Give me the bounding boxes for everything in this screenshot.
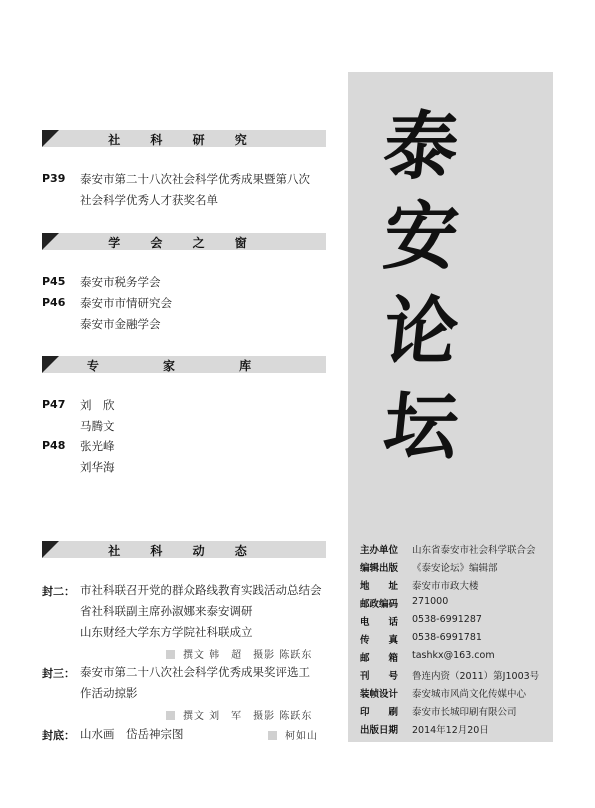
news-entry[interactable]: 山东财经大学东方学院社科联成立 xyxy=(80,625,253,639)
section-header-experts xyxy=(42,356,326,373)
info-key: 印 刷 xyxy=(360,707,399,718)
bullet-square xyxy=(268,731,277,740)
info-key: 电 话 xyxy=(360,617,399,628)
section-title: 社 科 研 究 xyxy=(108,133,260,147)
toc-entry[interactable]: 泰安市税务学会 xyxy=(80,275,161,289)
credit-text: 撰文 韩 超 摄影 陈跃东 xyxy=(183,650,313,661)
bullet-square xyxy=(166,650,175,659)
credit-text: 柯如山 xyxy=(285,731,318,742)
info-key: 编辑出版 xyxy=(360,563,399,574)
info-value: 山东省泰安市社会科学联合会 xyxy=(412,545,536,556)
info-key: 出版日期 xyxy=(360,725,399,736)
toc-entry[interactable]: 泰安市第二十八次社会科学优秀成果暨第八次 xyxy=(80,172,310,186)
toc-entry[interactable]: 刘华海 xyxy=(80,460,115,474)
info-value: 泰安市长城印刷有限公司 xyxy=(412,707,517,718)
masthead-char: 泰 xyxy=(379,104,463,190)
info-key: 装帧设计 xyxy=(360,689,399,700)
info-value: 0538-6991781 xyxy=(412,632,482,643)
page-number: P48 xyxy=(42,439,66,452)
masthead-char: 坛 xyxy=(379,384,463,470)
section-header-news xyxy=(42,541,326,558)
info-value: 《泰安论坛》编辑部 xyxy=(412,563,498,574)
back-cover-label: 封底： xyxy=(42,729,75,742)
credit-text: 撰文 刘 军 摄影 陈跃东 xyxy=(183,711,313,722)
news-entry[interactable]: 作活动掠影 xyxy=(80,686,138,700)
page-number: P46 xyxy=(42,296,66,309)
info-key: 邮政编码 xyxy=(360,599,399,610)
cover2-credit xyxy=(166,646,312,661)
page-number: P47 xyxy=(42,398,66,411)
info-value: 鲁连内资（2011）第J1003号 xyxy=(412,671,540,682)
toc-entry[interactable]: 马腾文 xyxy=(80,419,115,433)
toc-entry[interactable]: 张光峰 xyxy=(80,439,115,453)
masthead-char: 论 xyxy=(379,289,463,375)
back-cover-entry[interactable]: 山水画 岱岳神宗图 xyxy=(80,727,184,741)
back-cover-credit xyxy=(268,727,318,742)
cover2-label: 封二： xyxy=(42,585,75,598)
info-key: 地 址 xyxy=(360,581,399,592)
news-entry[interactable]: 省社科联副主席孙淑娜来泰安调研 xyxy=(80,604,253,618)
cover3-credit xyxy=(166,707,312,722)
toc-entry[interactable]: 泰安市市情研究会 xyxy=(80,296,172,310)
info-value: tashkx@163.com xyxy=(412,650,495,661)
toc-entry[interactable]: 泰安市金融学会 xyxy=(80,317,161,331)
news-entry[interactable]: 市社科联召开党的群众路线教育实践活动总结会 xyxy=(80,583,322,597)
info-key: 主办单位 xyxy=(360,545,399,556)
info-value: 0538-6991287 xyxy=(412,614,482,625)
section-header-research xyxy=(42,130,326,147)
section-title: 社 科 动 态 xyxy=(108,544,260,558)
info-key: 邮 箱 xyxy=(360,653,399,664)
page-number: P39 xyxy=(42,172,66,185)
info-value: 2014年12月20日 xyxy=(412,725,489,736)
section-title: 专 家 库 xyxy=(86,359,282,373)
info-key: 刊 号 xyxy=(360,671,399,682)
cover3-label: 封三： xyxy=(42,667,75,680)
page-number: P45 xyxy=(42,275,66,288)
masthead-char: 安 xyxy=(379,194,463,280)
section-title: 学 会 之 窗 xyxy=(108,236,260,250)
info-value: 271000 xyxy=(412,596,449,607)
info-value: 泰安城市风尚文化传媒中心 xyxy=(412,689,527,700)
news-entry[interactable]: 泰安市第二十八次社会科学优秀成果奖评选工 xyxy=(80,665,310,679)
info-value: 泰安市市政大楼 xyxy=(412,581,479,592)
section-header-societies xyxy=(42,233,326,250)
info-key: 传 真 xyxy=(360,635,399,646)
toc-entry-continued[interactable]: 社会科学优秀人才获奖名单 xyxy=(80,193,218,207)
bullet-square xyxy=(166,711,175,720)
toc-entry[interactable]: 刘 欣 xyxy=(80,398,115,412)
